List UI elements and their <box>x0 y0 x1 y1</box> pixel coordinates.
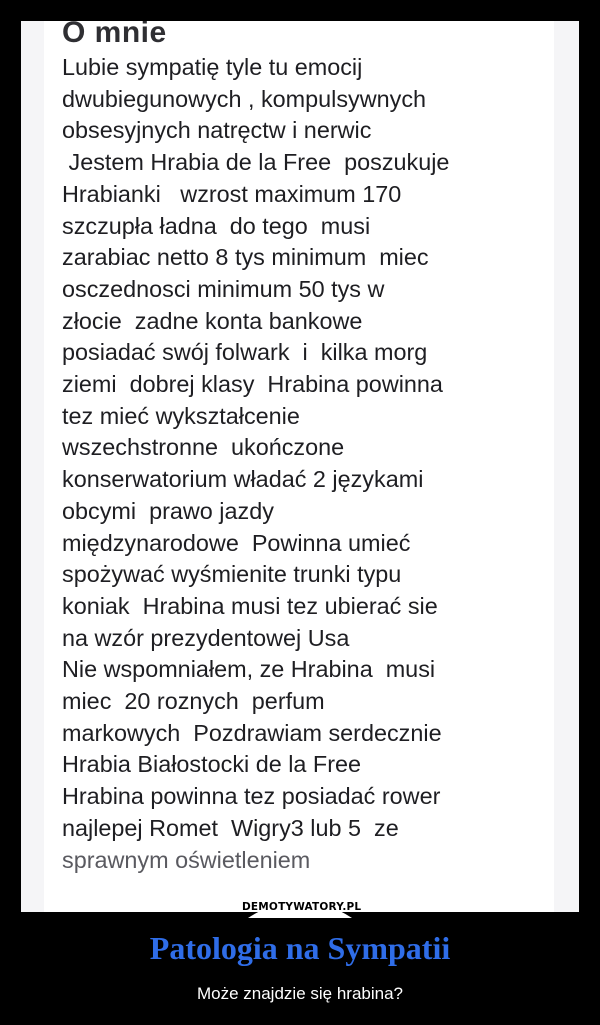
about-text-line: ziemi dobrej klasy Hrabina powinna <box>62 371 443 398</box>
about-text-line: międzynarodowe Powinna umieć <box>62 529 411 556</box>
demotivator-subtitle: Może znajdzie się hrabina? <box>196 984 403 1003</box>
about-text-line: posiadać swój folwark i kilka morg <box>62 339 428 366</box>
about-text-line: Hrabianki wzrost maximum 170 <box>62 180 402 207</box>
about-text-line: markowych Pozdrawiam serdecznie <box>62 719 442 746</box>
about-text-line: Jestem Hrabia de la Free poszukuje <box>62 149 450 176</box>
demotivator-title: Patologia na Sympatii <box>149 930 451 966</box>
screenshot-frame <box>21 21 579 912</box>
profile-about-card <box>44 21 554 912</box>
about-text-line: Hrabina powinna tez posiadać rower <box>62 783 441 810</box>
about-text-line: Lubie sympatię tyle tu emocij <box>62 54 363 80</box>
about-text-line: tez mieć wykształcenie <box>62 402 300 429</box>
about-text-line: sprawnym oświetleniem <box>62 846 311 873</box>
about-text <box>62 52 554 876</box>
about-text-line: miec 20 roznych perfum <box>62 688 325 715</box>
about-text-line: szczupła ładna do tego musi <box>62 212 371 239</box>
section-heading: O mnie <box>62 21 167 49</box>
about-text-line: zarabiac netto 8 tys minimum miec <box>62 244 429 271</box>
about-text-line: konserwatorium władać 2 językami <box>62 466 424 493</box>
about-text-line: koniak Hrabina musi tez ubierać sie <box>62 592 438 619</box>
about-text-line: wszechstronne ukończone <box>62 434 345 461</box>
about-text-line: złocie zadne konta bankowe <box>62 307 363 334</box>
about-text-line: obcymi prawo jazdy <box>62 497 274 524</box>
about-text-line: na wzór prezydentowej Usa <box>62 624 350 651</box>
watermark-text: DEMOTYWATORY.PL <box>242 901 362 913</box>
about-text-line: obsesyjnych natręctw i nerwic <box>62 117 372 144</box>
about-text-line: dwubiegunowych , kompulsywnych <box>62 85 427 112</box>
watermark-badge <box>242 890 362 920</box>
about-text-line: Nie wspomniałem, ze Hrabina musi <box>62 656 436 683</box>
about-text-line: osczednosci minimum 50 tys w <box>62 275 385 302</box>
about-text-line: spożywać wyśmienite trunki typu <box>62 561 402 588</box>
about-text-line: Hrabia Białostocki de la Free <box>62 751 362 778</box>
about-text-line: najlepej Romet Wigry3 lub 5 ze <box>62 814 399 841</box>
